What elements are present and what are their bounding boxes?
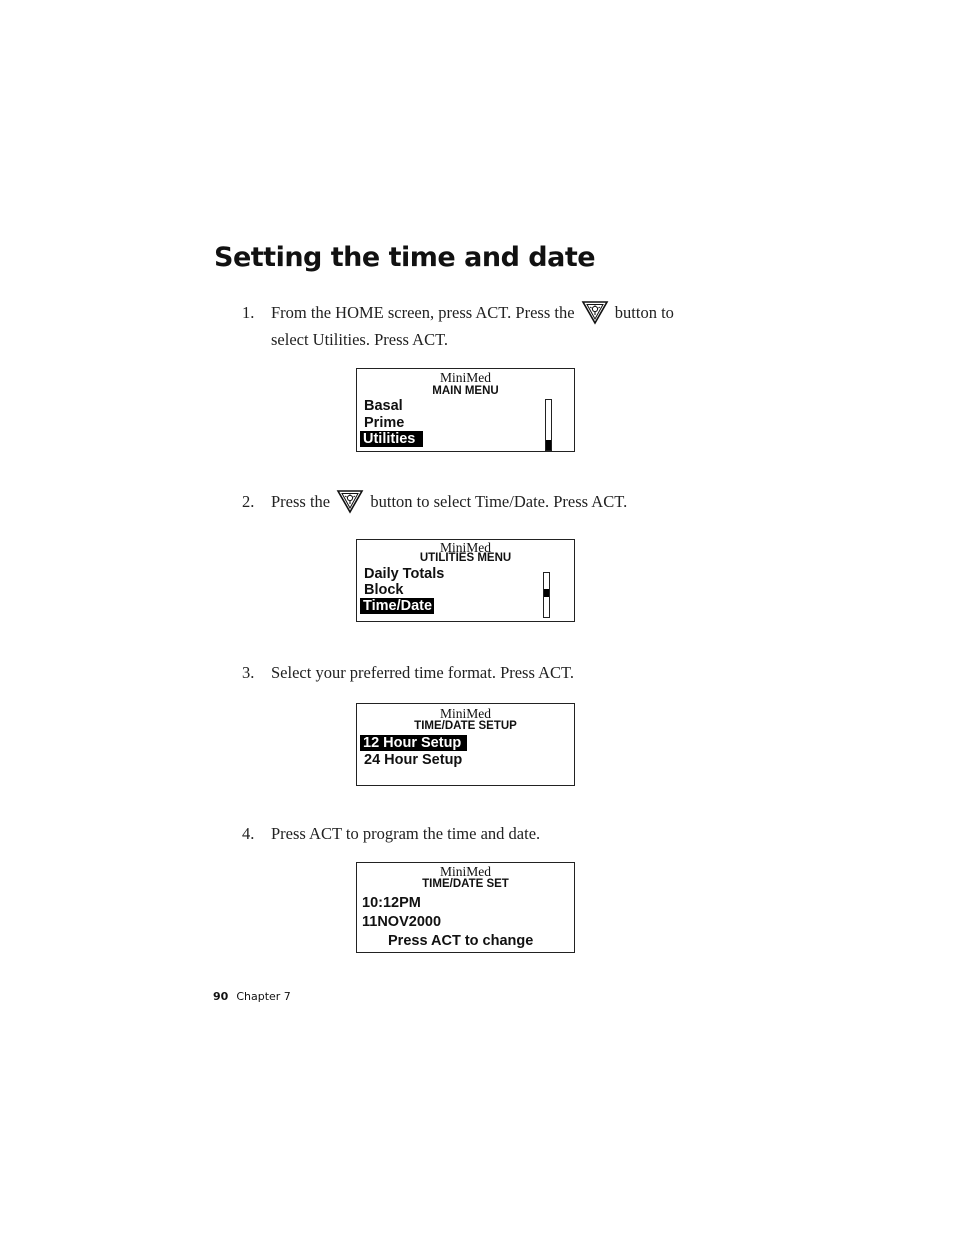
step-2 — [242, 488, 712, 515]
step-3 — [242, 659, 712, 686]
menu-item-time-date-selected: Time/Date — [360, 598, 434, 614]
current-time: 10:12PM — [362, 895, 421, 911]
menu-item-basal: Basal — [364, 398, 403, 414]
brand-label: MiniMed — [439, 864, 491, 879]
scroll-thumb — [544, 589, 549, 597]
brand-label: MiniMed — [439, 540, 491, 555]
step-text-before: Press the — [271, 492, 331, 511]
menu-title: UTILITIES MENU — [419, 552, 512, 564]
step-1 — [242, 299, 712, 353]
down-arrow-button-icon — [336, 488, 364, 514]
page-title: Setting the time and date — [214, 242, 596, 273]
step-4 — [242, 820, 712, 847]
menu-item-utilities-selected: Utilities — [360, 431, 423, 447]
menu-item-block: Block — [364, 582, 404, 598]
menu-title: MAIN MENU — [432, 385, 499, 397]
step-number: 1. — [242, 303, 255, 322]
menu-item-24-hour-setup: 24 Hour Setup — [364, 752, 463, 768]
brand-label: MiniMed — [439, 370, 491, 385]
brand-label: MiniMed — [439, 706, 491, 721]
menu-item-prime: Prime — [364, 415, 405, 431]
page-footer — [213, 990, 291, 1003]
menu-title: TIME/DATE SETUP — [414, 720, 517, 732]
time-date-set-screen — [356, 862, 575, 953]
step-text-before: From the HOME screen, press ACT. Press the — [271, 303, 575, 322]
main-menu-screen — [356, 368, 575, 452]
down-arrow-button-icon — [581, 299, 609, 325]
step-text: Select your preferred time format. Press ACT. — [271, 663, 575, 682]
scrollbar — [545, 399, 552, 451]
page-number: 90 — [213, 990, 229, 1003]
scrollbar — [543, 572, 550, 618]
step-text-after: button to select Time/Date. Press ACT. — [370, 492, 628, 511]
menu-item-12-hour-setup-selected: 12 Hour Setup — [360, 735, 467, 751]
step-text: Press ACT to program the time and date. — [271, 824, 541, 843]
current-date: 11NOV2000 — [362, 914, 442, 930]
chapter-label: Chapter 7 — [236, 990, 291, 1003]
scroll-thumb — [546, 440, 551, 450]
step-number: 2. — [242, 492, 255, 511]
time-date-setup-screen — [356, 703, 575, 786]
step-number: 3. — [242, 663, 255, 682]
step-text — [271, 299, 712, 353]
step-number: 4. — [242, 824, 255, 843]
menu-item-daily-totals: Daily Totals — [364, 566, 445, 582]
menu-title: TIME/DATE SET — [422, 878, 509, 890]
step-text-after: button to select Utilities. Press ACT. — [271, 303, 674, 349]
utilities-menu-screen — [356, 539, 575, 622]
step-text — [271, 488, 712, 515]
change-hint: Press ACT to change — [388, 933, 534, 949]
